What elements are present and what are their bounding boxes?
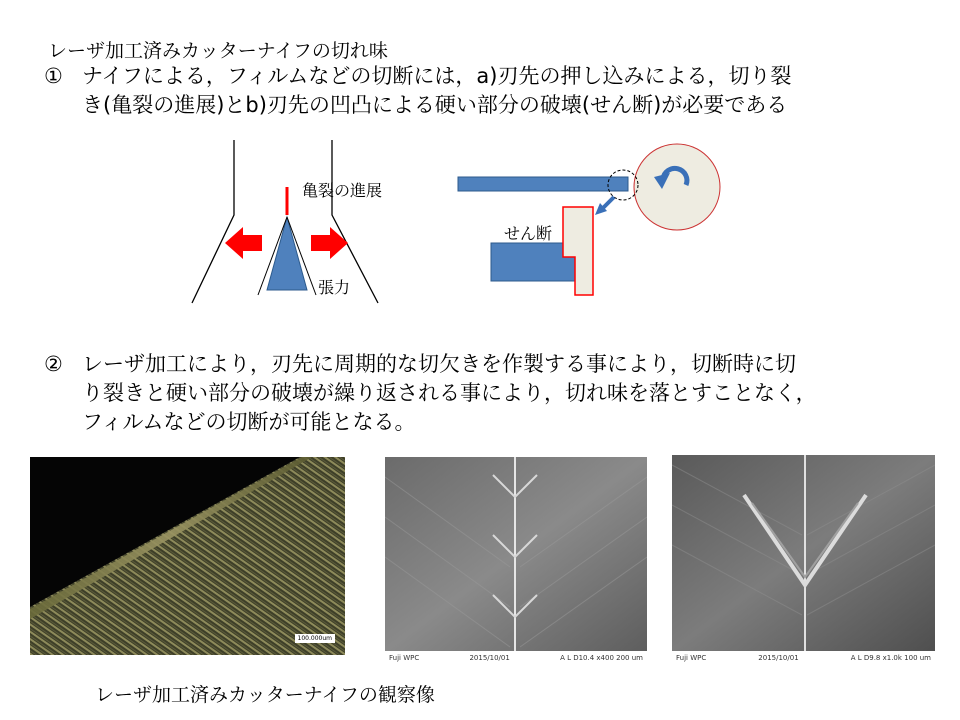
roller-circle	[634, 144, 720, 230]
optical-micrograph	[30, 457, 345, 655]
blade-bar	[458, 177, 628, 191]
point-2-line-1: レーザ加工により，刃先に周期的な切欠きを作製する事により，切断時に切	[82, 352, 796, 376]
sem-2-footer-right: A L D9.8 x1.0k 100 um	[850, 654, 931, 662]
crack-propagation-diagram	[180, 135, 410, 310]
sheared-piece	[563, 207, 593, 295]
sem-image-1-picture	[385, 457, 647, 651]
sem-1-footer-right: A L D10.4 x400 200 um	[560, 654, 643, 662]
slide-title: レーザ加工済みカッターナイフの切れ味	[48, 40, 388, 62]
sem-2-footer-mid: 2015/10/01	[758, 654, 799, 662]
point-1-number: ①	[44, 64, 63, 88]
figure-caption: レーザ加工済みカッターナイフの観察像	[95, 684, 435, 706]
crack-label: 亀裂の進展	[302, 181, 383, 200]
point-1-line-1: ナイフによる，フィルムなどの切断には，a)刃先の押し込みによる，切り裂	[82, 64, 792, 88]
sem-image-2	[672, 455, 935, 665]
tension-arrow-right	[311, 227, 348, 259]
point-2-number: ②	[44, 352, 63, 376]
tension-label: 張力	[318, 278, 351, 297]
point-1	[44, 62, 924, 122]
sem-image-1-footer	[385, 651, 647, 665]
shear-arrow-shaft	[603, 197, 614, 208]
shear-label: せん断	[504, 224, 553, 243]
sem-image-2-footer	[672, 651, 935, 665]
material-left-edge	[192, 140, 234, 303]
sem-2-footer-left: Fuji WPC	[676, 654, 707, 662]
point-1-line-2: き(亀裂の進展)とb)刃先の凹凸による硬い部分の破壊(せん断)が必要である	[82, 93, 788, 117]
point-2-line-3: フィルムなどの切断が可能となる。	[82, 410, 416, 434]
optical-micrograph-image	[30, 457, 345, 655]
sem-image-2-picture	[672, 455, 935, 651]
optical-scale-label: 100.000um	[295, 634, 335, 643]
point-2-line-2: り裂きと硬い部分の破壊が繰り返される事により，切れ味を落とすことなく，	[82, 381, 817, 405]
sem-1-footer-mid: 2015/10/01	[469, 654, 510, 662]
sem-1-footer-left: Fuji WPC	[389, 654, 420, 662]
point-2	[44, 350, 924, 440]
shear-diagram	[450, 135, 730, 300]
sem-image-1	[385, 457, 647, 665]
tension-arrow-left	[225, 227, 262, 259]
